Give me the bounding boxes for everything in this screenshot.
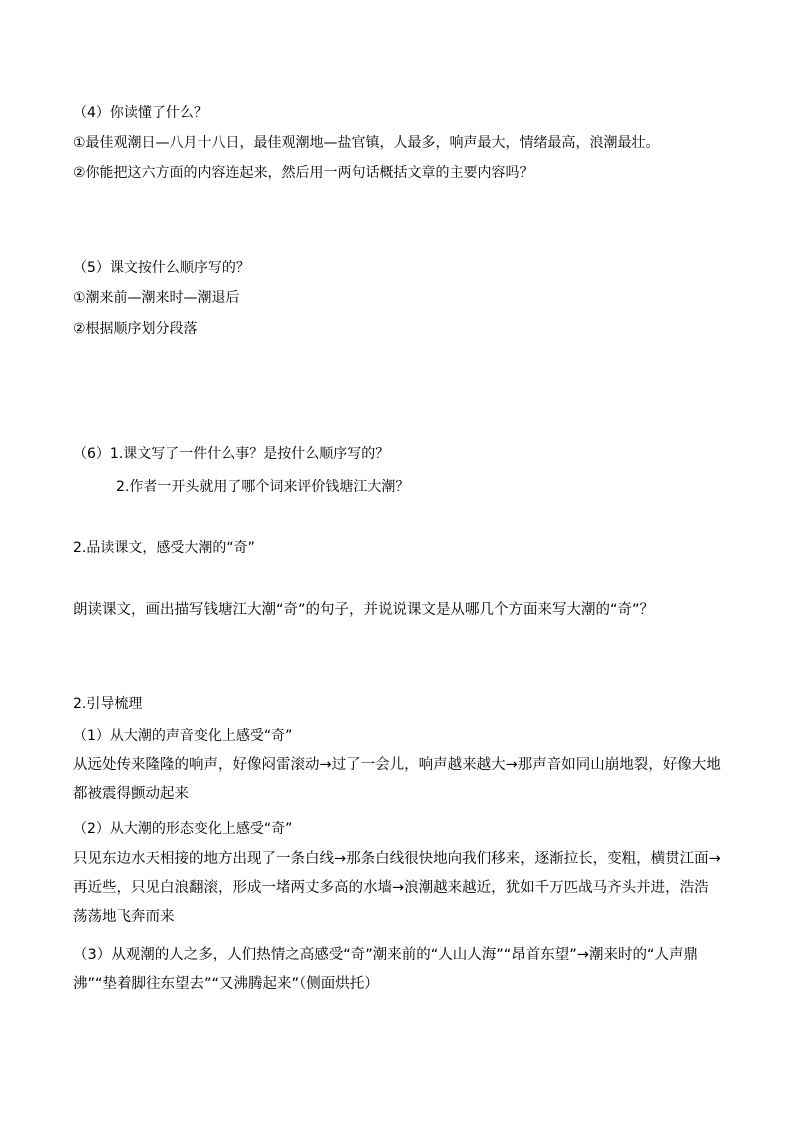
section4-item1: ①最佳观潮日—八月十八日，最佳观潮地—盐官镇，人最多，响声最大，情绪最高，浪潮最壮。 — [73, 135, 660, 151]
guide-sub2-text: 只见东边水天相接的地方出现了一条白线→那条白线很快地向我们移来，逐渐拉长，变粗，横贯江面→再近些，只见白浪翻滚，形成一堵两丈多高的水墙→浪潮越来越近，犹如千万匹战马齐头并进，浩浩荡荡地飞奔而来 — [73, 851, 721, 925]
guide-sub3-text: （3）从观潮的人之多，人们热情之高感受“奇”潮来前的“人山人海”“昂首东望”→潮来时的“人声鼎沸”“垫着脚往东望去”“又沸腾起来”（侧面烘托） — [73, 947, 698, 992]
part2-task: 朗读课文，画出描写钱塘江大潮“奇”的句子，并说说课文是从哪几个方面来写大潮的“奇”？ — [73, 602, 655, 618]
section5-item1: ①潮来前—潮来时—潮退后 — [73, 290, 240, 306]
part2-heading: 2.品读课文，感受大潮的“奇” — [73, 540, 255, 556]
guide-sub1-text: 从远处传来隆隆的响声，好像闷雷滚动→过了一会儿，响声越来越大→那声音如同山崩地裂，好像大地都被震得颤动起来 — [73, 757, 721, 802]
section5-item2: ②根据顺序划分段落 — [73, 321, 198, 337]
section6-question1: （6）1.课文写了一件什么事？是按什么顺序写的？ — [73, 446, 390, 462]
section6-question2: 2.作者一开头就用了哪个词来评价钱塘江大潮？ — [116, 479, 410, 495]
guide-sub1-heading: （1）从大潮的声音变化上感受“奇” — [73, 728, 293, 744]
guide-heading: 2.引导梳理 — [73, 696, 143, 712]
section4-heading: （4）你读懂了什么？ — [73, 105, 208, 121]
guide-sub2-heading: （2）从大潮的形态变化上感受“奇” — [73, 821, 293, 837]
section5-heading: （5）课文按什么顺序写的？ — [73, 260, 250, 276]
section4-item2: ②你能把这六方面的内容连起来，然后用一两句话概括文章的主要内容吗？ — [73, 165, 534, 181]
